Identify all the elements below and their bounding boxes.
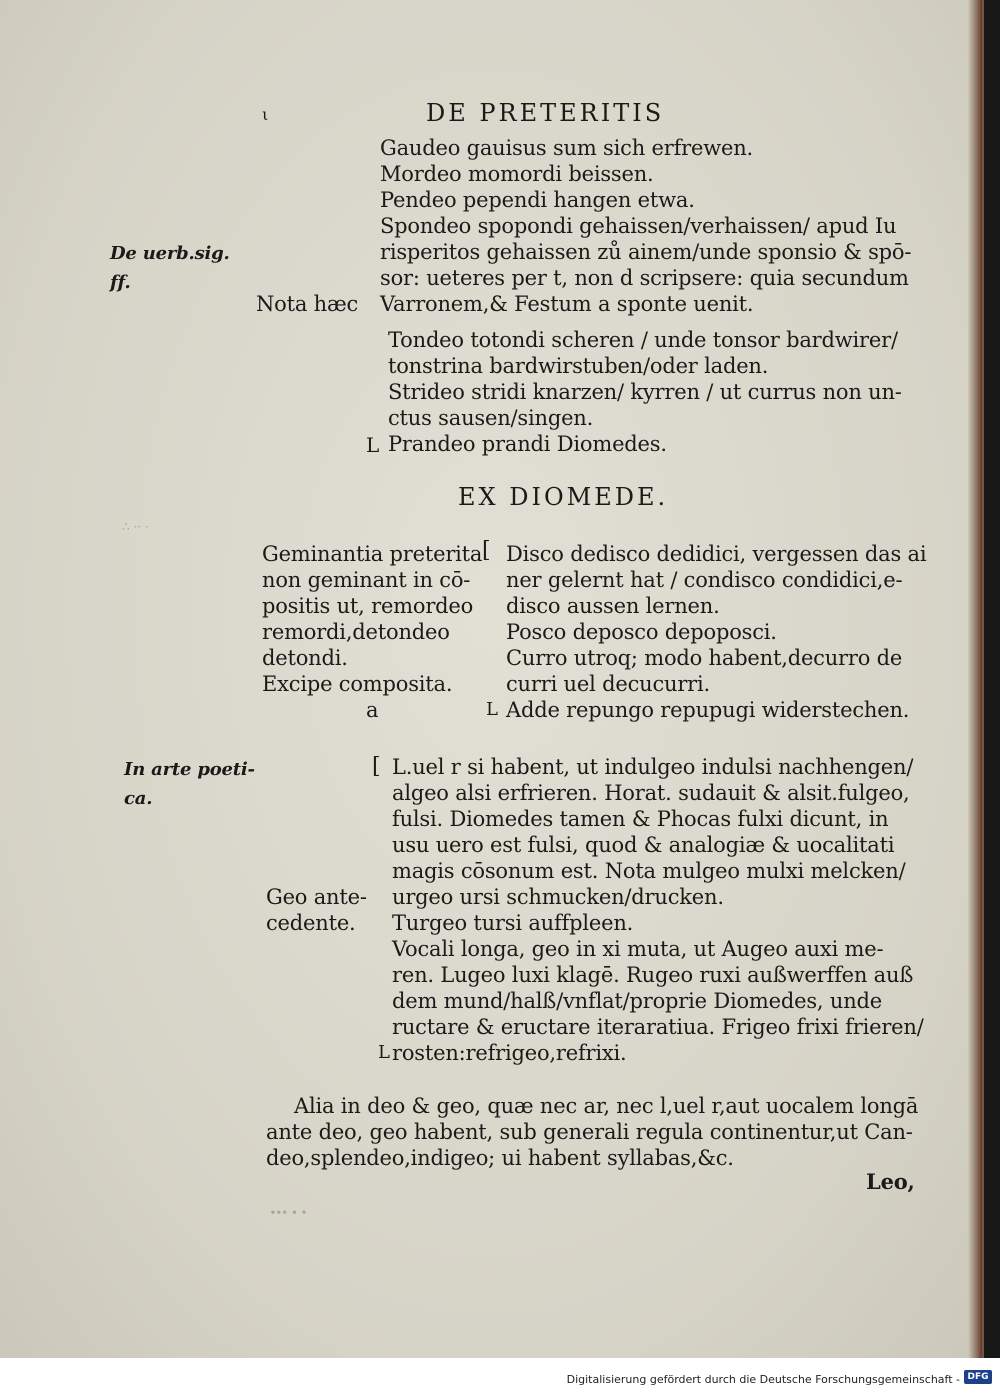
margin-note: In arte poeti- [124,759,255,780]
left-column-line: detondi. [262,646,348,670]
right-column-line: ner gelernt hat / condisco condidici,e- [506,568,903,592]
catchword: Leo, [866,1169,915,1194]
bracket-mark: L [366,433,380,457]
margin-note: ca. [124,788,153,809]
show-through-smudge: ∙∙∙ ∙ ∙ [270,1205,308,1219]
text-line: Prandeo prandi Diomedes. [388,432,667,456]
text-line: ante deo, geo habent, sub generali regula continentur,ut Can- [266,1120,913,1144]
text-line: Tondeo totondi scheren / unde tonsor bardwirer/ [388,328,898,352]
text-line: ctus sausen/singen. [388,406,594,430]
text-line: risperitos gehaissen zů ainem/unde sponsio & spō- [380,240,912,264]
text-line: ructare & eructare iteraratiua. Frigeo frixi frieren/ [392,1015,924,1039]
text-line: magis cōsonum est. Nota mulgeo mulxi melcken/ [392,859,906,883]
bracket-mark: L [486,699,498,720]
signature-mark: a [366,698,379,722]
text-line: Alia in deo & geo, quæ nec ar, nec l,uel r,aut uocalem longā [294,1094,919,1118]
bracket-mark: [ [482,538,491,563]
left-column-line: Geminantia preterita [262,542,483,566]
text-line: dem mund/halß/vnflat/proprie Diomedes, unde [392,989,882,1013]
right-column-line: curri uel decucurri. [506,672,711,696]
text-line: deo,splendeo,indigeo; ui habent syllabas,&c. [266,1146,734,1170]
right-column-line: Disco dedisco dedidici, vergessen das ai [506,542,927,566]
margin-note: ff. [110,272,131,293]
text-line: usu uero est fulsi, quod & analogiæ & uocalitati [392,833,895,857]
left-column-line: remordi,detondeo [262,620,450,644]
left-column-line: Excipe composita. [262,672,453,696]
margin-note: cedente. [266,911,356,935]
bracket-mark: L [378,1042,390,1063]
book-spine [968,0,982,1358]
text-line: Strideo stridi knarzen/ kyrren / ut currus non un- [388,380,902,404]
margin-note: De uerb.sig. [110,243,230,264]
text-line: ren. Lugeo luxi klagē. Rugeo ruxi außwerffen auß [392,963,914,987]
dfg-logo: DFG [964,1370,992,1384]
text-line: Vocali longa, geo in xi muta, ut Augeo auxi me- [392,937,884,961]
text-line: Varronem,& Festum a sponte uenit. [380,292,754,316]
right-column-line: Posco deposco depoposci. [506,620,777,644]
show-through-smudge: ∴ ·· · [122,520,149,534]
right-column-line: disco aussen lernen. [506,594,720,618]
margin-note: Nota hæc [256,292,359,316]
left-column-line: positis ut, remordeo [262,594,474,618]
text-line: algeo alsi erfrieren. Horat. sudauit & alsit.fulgeo, [392,781,910,805]
bracket-mark: [ [372,754,381,779]
text-line: sor: ueteres per t, non d scripsere: quia secundum [380,266,909,290]
digitization-credit: Digitalisierung gefördert durch die Deutsche Forschungsgemeinschaft - [566,1373,960,1386]
header-mark: ι [262,105,269,124]
text-line: tonstrina bardwirstuben/oder laden. [388,354,769,378]
left-column-line: non geminant in cō- [262,568,471,592]
section-title: EX DIOMEDE. [458,483,669,511]
text-line: Mordeo momordi beissen. [380,162,654,186]
margin-note: Geo ante- [266,885,367,909]
text-line: Gaudeo gauisus sum sich erfrewen. [380,136,754,160]
text-line: L.uel r si habent, ut indulgeo indulsi nachhengen/ [392,755,914,779]
text-line: rosten:refrigeo,refrixi. [392,1041,627,1065]
text-line: Turgeo tursi auffpleen. [392,911,634,935]
right-column-line: Adde repungo repupugi widerstechen. [506,698,910,722]
right-column-line: Curro utroq; modo habent,decurro de [506,646,903,670]
text-line: urgeo ursi schmucken/drucken. [392,885,724,909]
text-line: Spondeo spopondi gehaissen/verhaissen/ apud Iu [380,214,897,238]
page-title: DE PRETERITIS [426,99,665,127]
text-line: Pendeo pependi hangen etwa. [380,188,695,212]
text-line: fulsi. Diomedes tamen & Phocas fulxi dicunt, in [392,807,889,831]
